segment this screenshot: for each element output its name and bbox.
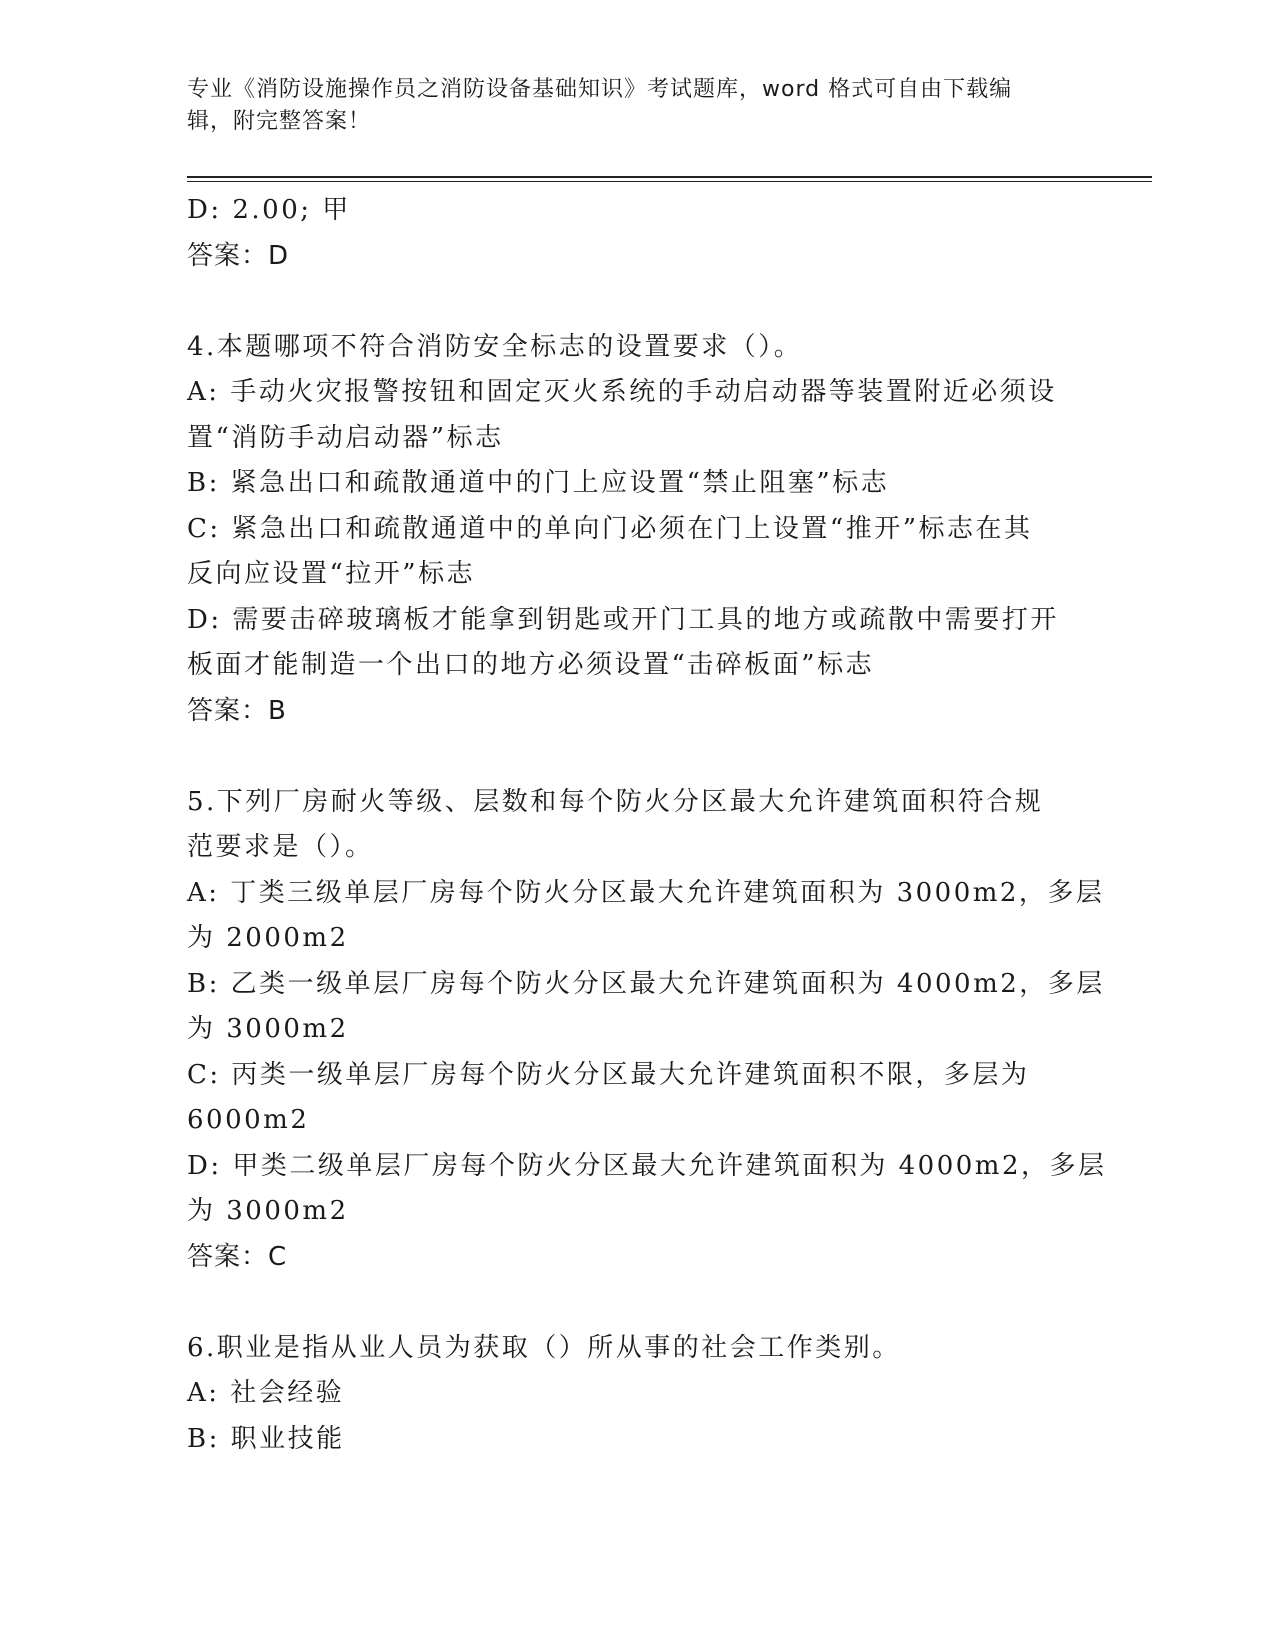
q4-option-a-line-2: 置“消防手动启动器”标志 <box>187 422 504 453</box>
q4-option-a-line-1: A: 手动火灾报警按钮和固定灭火系统的手动启动器等装置附近必须设 <box>187 377 1057 407</box>
spacer <box>187 279 1087 325</box>
q5-option-b-line-1: B: 乙类一级单层厂房每个防火分区最大允许建筑面积为 4000m2，多层 <box>187 968 1105 999</box>
q5-answer: 答案：C <box>187 1241 288 1272</box>
q5-option-a-line-2: 为 2000m2 <box>187 923 349 953</box>
q5-option-a-line-1: A: 丁类三级单层厂房每个防火分区最大允许建筑面积为 3000m2，多层 <box>187 877 1105 908</box>
question-6 <box>187 1326 1087 1463</box>
header-rule-thin <box>187 181 1152 182</box>
q4-answer: 答案：B <box>187 695 287 726</box>
q6-option-b: B: 职业技能 <box>187 1423 345 1454</box>
document-header <box>187 74 1067 138</box>
q4-option-d-line-1: D: 需要击碎玻璃板才能拿到钥匙或开门工具的地方或疏散中需要打开 <box>187 604 1059 635</box>
q4-option-c-line-2: 反向应设置“拉开”标志 <box>187 559 476 589</box>
q5-option-c-line-1: C: 丙类一级单层厂房每个防火分区最大允许建筑面积不限，多层为 <box>187 1059 1030 1090</box>
q5-option-b-line-2: 为 3000m2 <box>187 1014 349 1044</box>
question-4 <box>187 325 1087 735</box>
prev-answer: 答案：D <box>187 240 290 271</box>
q5-stem-line-1: 5.下列厂房耐火等级、层数和每个防火分区最大允许建筑面积符合规 <box>187 786 1044 817</box>
q4-option-d-line-2: 板面才能制造一个出口的地方必须设置“击碎板面”标志 <box>187 650 875 680</box>
q5-stem-line-2: 范要求是（）。 <box>187 832 374 862</box>
q6-option-a: A: 社会经验 <box>187 1378 345 1408</box>
spacer <box>187 1280 1087 1326</box>
q4-option-c-line-1: C: 紧急出口和疏散通道中的单向门必须在门上设置“推开”标志在其 <box>187 513 1033 544</box>
q4-option-b: B: 紧急出口和疏散通道中的门上应设置“禁止阻塞”标志 <box>187 468 890 498</box>
header-line-1: 专业《消防设施操作员之消防设备基础知识》考试题库，word 格式可自由下载编 <box>187 77 1013 102</box>
q5-option-c-line-2: 6000m2 <box>187 1105 310 1135</box>
q6-stem: 6.职业是指从业人员为获取（）所从事的社会工作类别。 <box>187 1332 901 1363</box>
q5-option-d-line-2: 为 3000m2 <box>187 1196 349 1226</box>
prev-option-d: D: 2.00; 甲 <box>187 195 351 225</box>
q5-option-d-line-1: D: 甲类二级单层厂房每个防火分区最大允许建筑面积为 4000m2，多层 <box>187 1150 1107 1181</box>
question-5 <box>187 780 1107 1281</box>
q4-stem: 4.本题哪项不符合消防安全标志的设置要求（）。 <box>187 331 803 362</box>
header-line-2: 辑，附完整答案！ <box>187 109 372 134</box>
header-rule-thick <box>187 176 1152 178</box>
question-content <box>187 188 1107 1462</box>
spacer <box>187 734 1087 780</box>
